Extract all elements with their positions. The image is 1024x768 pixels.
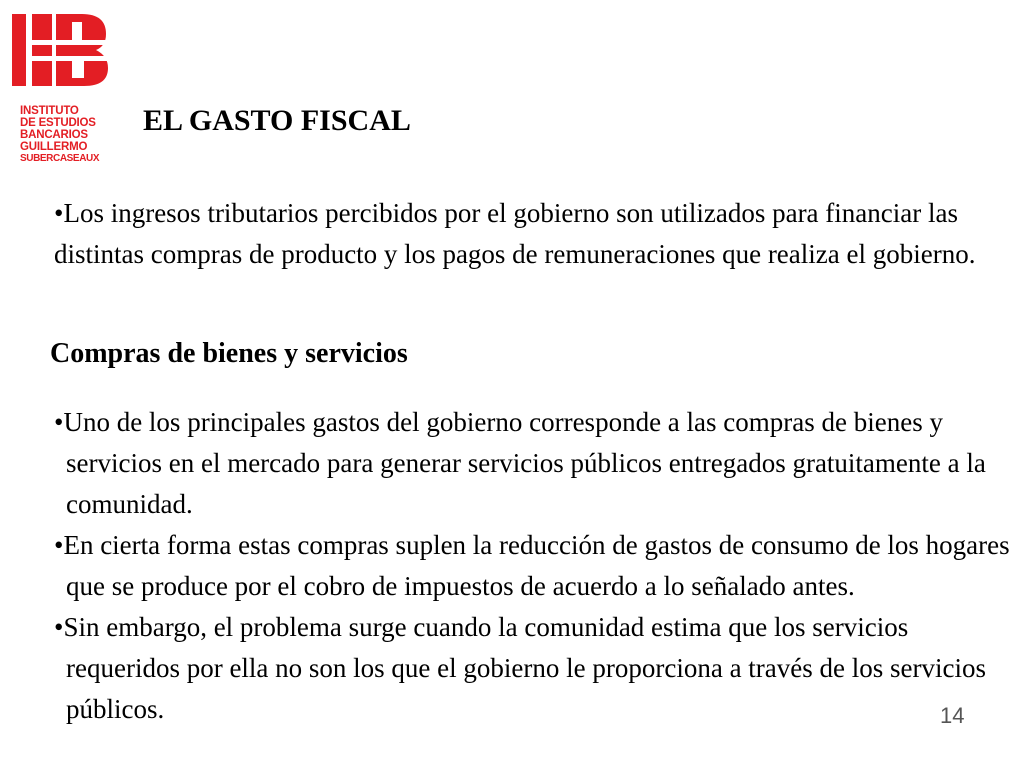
logo-line: SUBERCASEAUX bbox=[20, 153, 100, 164]
list-item: •Sin embargo, el problema surge cuando la comunidad estima que los servicios requeridos por ella no son los que el gobierno le proporciona a través de los servicios públicos. bbox=[54, 612, 986, 724]
logo-line: BANCARIOS bbox=[20, 129, 88, 141]
section-heading: Compras de bienes y servicios bbox=[50, 338, 408, 369]
list-item: •Uno de los principales gastos del gobierno corresponde a las compras de bienes y servicios en el mercado para generar servicios públicos entregados gratuitamente a la comunidad. bbox=[54, 407, 986, 519]
ieb-logo-icon bbox=[10, 10, 110, 90]
logo-line: DE ESTUDIOS bbox=[20, 117, 96, 129]
intro-paragraph: •Los ingresos tributarios percibidos por el gobierno son utilizados para financiar las distintas compras de producto y los pagos de remuneraciones que realiza el gobierno. bbox=[54, 198, 976, 269]
logo-line: INSTITUTO bbox=[20, 105, 79, 117]
logo-text bbox=[20, 105, 130, 165]
bullet-list bbox=[54, 402, 1020, 730]
list-item: •En cierta forma estas compras suplen la reducción de gastos de consumo de los hogares que se produce por el cobro de impuestos de acuerdo a lo señalado antes. bbox=[54, 530, 1010, 601]
page-title: EL GASTO FISCAL bbox=[143, 104, 411, 137]
logo-line: GUILLERMO bbox=[20, 141, 88, 153]
page-number: 14 bbox=[940, 703, 965, 728]
ieb-logo bbox=[10, 10, 130, 164]
